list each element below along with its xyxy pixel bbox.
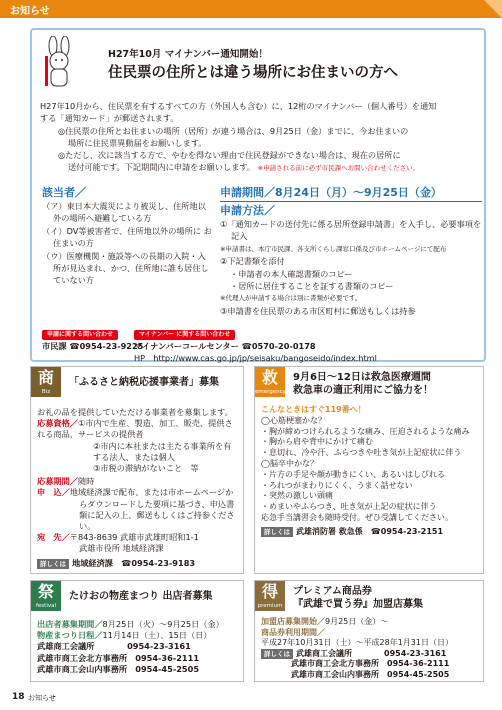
target-item: （ウ）医療機関・施設等への長期の入院・入所が見込まれ、かつ、住所地に誰も居住していない方: [42, 250, 209, 286]
section-label: お知らせ: [10, 6, 50, 17]
emergency-body: こんなときはすぐ119番へ！ ◯心筋梗塞かな？ ・胸が締めつけられるような痛み、圧迫されるような痛み ・胸から肩や背中にかけて痛む ・息切れ、冷や汗、ふらつきや吐き気が上記症状に伴う ◯脳卒中かな？ ・片方の手足や顔が動きにくい、あるいはしびれる ・ろれつがまわりにくく、うまく話せない ・突然の激しい頭痛 ・めまいやふらつき、吐き気が上記の症状に伴う 応急手当講習会も随時受付。ぜひ受講してください。 詳しくは 武雄消防署 救急係 ☎0954-23-2151: [261, 405, 470, 536]
festival-title: たけおの物産まつり 出店者募集: [69, 591, 213, 602]
footer-label: お知らせ: [28, 694, 56, 702]
mynumber-notice: [30, 28, 486, 362]
premium-title: プレミアム商品券 『武雄で買う券』加盟店募集: [293, 586, 423, 610]
notice-title: 住民票の住所とは違う場所にお住まいの方へ: [108, 65, 398, 81]
contact-url[interactable]: HP http://www.cas.go.jp/jp/seisaku/bangoseido/index.html: [134, 353, 377, 363]
premium-body: 加盟店募集開始／9月25日（金）～ 商品券利用期間／ 平成27年10月31日（土）～平成28年1月31日（日） 詳しくは 武雄商工会議所 0954-23-3161 武雄市商工会北方事務所 0954-36-2111 武雄市商工会山内事務所 0954-45-2505: [261, 617, 453, 679]
biz-body: お礼の品を提供していただける事業者を募集します。 応募資格／①市内で生産、製造、加工、販売、提供される商品、サービスの提供者 ②市内に本社または主たる事業所を有する法人、または個人 ③市税の滞納がないこと 等 応募期間／随時 申 込／地域経済課で配布、または市ホームページからダウンロードした要項に基づき、申込書類に記入の上、郵送もしくはご持参ください。 宛 先／〒843-8639 武雄市武雄町昭和1-1 武雄市役所 地域経済課 詳しくは 地域経済課 ☎0954-23-9183: [37, 407, 235, 568]
city-contact: [42, 327, 143, 352]
detail-tag: 詳しくは: [261, 527, 293, 537]
premium-box: [254, 580, 484, 682]
detail-tag: 詳しくは: [261, 649, 293, 659]
page-number: 18: [12, 692, 25, 702]
emergency-box: [254, 366, 484, 574]
apply-section: [220, 186, 482, 317]
biz-box: [30, 366, 244, 574]
premium-icon: 得 premium: [255, 581, 285, 611]
notice-subtitle: H27年10月 マイナンバー通知開始！: [108, 49, 268, 60]
intro-line: ◎ただし、次に該当する方で、やむを得ない理由で住民登録ができない場合は、現在の居所に: [58, 150, 401, 161]
apply-note: ※代理人が申請する場合は別に書類が必要です。: [220, 294, 362, 303]
contact-tag: マイナンバー に関する問い合わせ: [134, 330, 235, 340]
emergency-icon: 救 emergency: [255, 368, 286, 395]
section-header: [0, 0, 502, 18]
mynumber-contact: [134, 327, 377, 364]
intro-note: ※申請される前に必ず市民課へお問い合わせください。: [257, 164, 420, 173]
festival-icon: 祭 festival: [31, 581, 61, 611]
contact-tag: 申請に関する問い合わせ: [42, 330, 118, 340]
target-section: [42, 186, 212, 287]
target-item: （イ）DV等被害者で、住所地以外の場所に お住まいの方: [42, 225, 212, 249]
target-title: 該当者／: [42, 186, 86, 199]
festival-box: [30, 580, 244, 682]
intro-line: 送付可能です。下記期間内に申請をお願いします。 ※申請される前に必ず市民課へお問い合わせください。: [68, 162, 420, 173]
corner-fold: [484, 0, 502, 18]
apply-step: ①「通知カードの送付先に係る居所登録申請書」を入手し、必要事項を記入: [220, 219, 482, 242]
intro-line: する「通知カード」が郵送されます。: [40, 113, 179, 124]
notice-intro: [40, 100, 480, 175]
intro-line: H27年10月から、住民票を有するすべての方（外国人も含む）に、12桁のマイナンバー（個人番号）を通知: [40, 101, 437, 111]
biz-icon: 商 Biz: [31, 367, 61, 397]
apply-step: ③申請書を住民票のある市区町村に郵送もしくは持参: [220, 305, 416, 316]
emergency-title: 9月6日～12日は救急医療週間 救急車の適正利用にご協力を！: [293, 372, 433, 396]
apply-period: 申請期間／8月24日（月）～9月25日（金）: [220, 186, 482, 202]
contact-text: 市民課 ☎0954-23-9225: [42, 341, 144, 351]
apply-step: ②下記書類を添付: [220, 256, 285, 267]
rabbit-mascot-icon: [42, 36, 78, 90]
apply-note: ※申請書は、本庁市民課、各支所くらし課窓口係及び市ホームページにて配布: [220, 244, 447, 253]
contact-text: マイナンバーコールセンター ☎0570-20-0178: [134, 341, 316, 351]
target-item: （ア）東日本大震災により被災し、住所地以外の場所へ避難している方: [42, 201, 206, 224]
biz-title: 「ふるさと納税応援事業者」募集: [69, 377, 219, 388]
intro-line: ◎住民票の住所とお住まいの場所（居所）が違う場合は、9月25日（金）までに、今お住まいの: [58, 125, 409, 136]
detail-tag: 詳しくは: [37, 559, 69, 569]
apply-method-title: 申請方法／: [220, 204, 275, 217]
intro-line: 場所に住民票異動届をお願いします。: [68, 137, 207, 148]
apply-doc: ・居所に居住することを証する書類のコピー: [230, 281, 394, 292]
festival-body: 出店者募集期間／8月25日（火）～9月25日（金） 物産まつり日程／11月14日（土）、15日（日） 武雄商工会議所 0954-23-3161 武雄市商工会北方事務所 0954-36-2111 武雄市商工会山内事務所 0954-45-2505: [37, 619, 224, 674]
apply-doc: ・申請者の本人確認書類のコピー: [230, 268, 353, 279]
